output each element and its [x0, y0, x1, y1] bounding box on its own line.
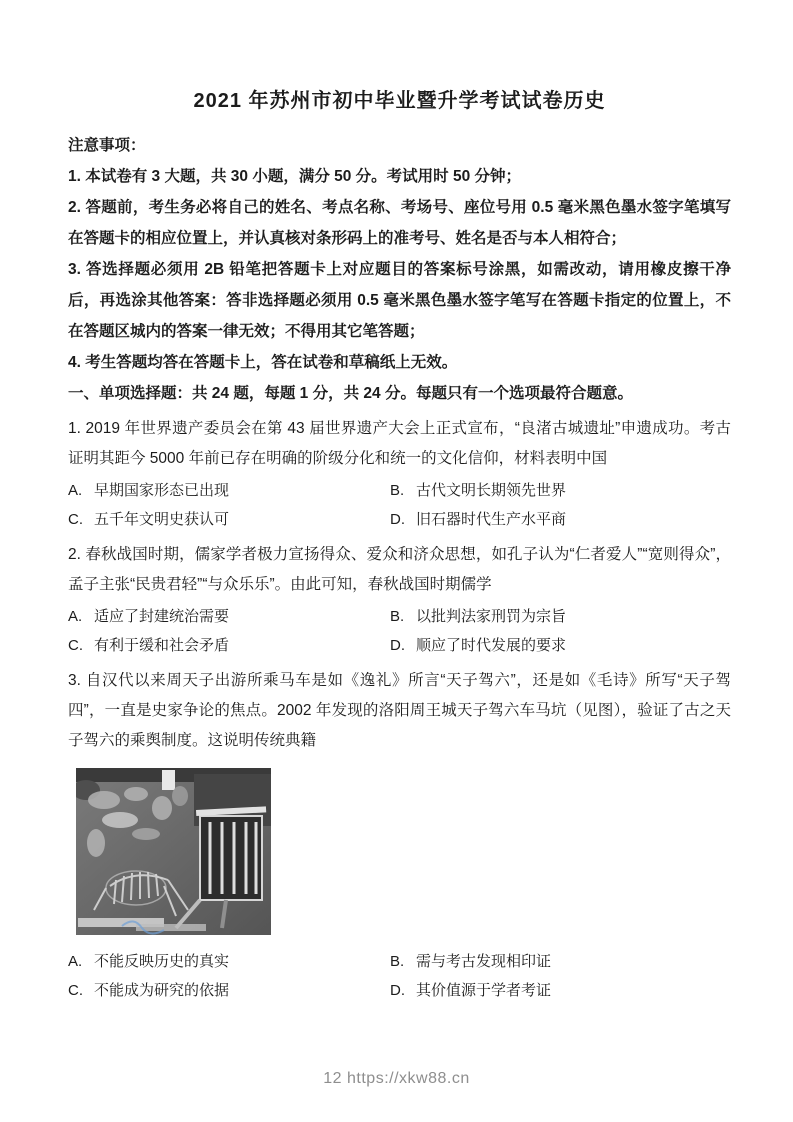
- option-text: 其价值源于学者考证: [416, 982, 552, 999]
- notice-item-3: 3. 答选择题必须用 2B 铅笔把答题卡上对应题目的答案标号涂黑，如需改动，请用橡皮擦干净后，再选涂其他答案：答非选择题必须用 0.5 毫米黑色墨水签字笔写在答题卡指定的位置上，不在答题区城内的答案一律无效；不得用其它笔答题；: [68, 261, 731, 340]
- excavation-photo-figure: [76, 768, 271, 935]
- question-2: [68, 540, 731, 660]
- question-2-option-c: C. 有利于缓和社会矛盾: [68, 637, 230, 654]
- question-2-option-d: D. 顺应了时代发展的要求: [390, 637, 567, 654]
- question-2-option-a: A. 适应了封建统治需要: [68, 608, 230, 625]
- excavation-photo: [76, 768, 271, 935]
- option-text: 五千年文明史获认可: [94, 511, 230, 528]
- page-footer: 12 https://xkw88.cn: [323, 1070, 470, 1087]
- option-text: 有利于缓和社会矛盾: [94, 637, 230, 654]
- question-3-option-a: A. 不能反映历史的真实: [68, 953, 230, 970]
- option-text: 早期国家形态已出现: [94, 482, 230, 499]
- question-3-option-d: D. 其价值源于学者考证: [390, 982, 552, 999]
- option-text: 古代文明长期领先世界: [416, 482, 567, 499]
- option-text: 旧石器时代生产水平商: [416, 511, 567, 528]
- question-1: [68, 414, 731, 534]
- question-1-options: [68, 476, 731, 534]
- question-1-stem: 1. 2019 年世界遗产委员会在第 43 届世界遗产大会上正式宣布，“良渚古城遗址”申遗成功。考古证明其距今 5000 年前已存在明确的阶级分化和统一的文化信仰，材料表明中国: [68, 420, 731, 467]
- question-3-option-c: C. 不能成为研究的依据: [68, 982, 230, 999]
- question-3: [68, 666, 731, 1005]
- notice-section: [68, 130, 731, 378]
- option-text: 不能成为研究的依据: [94, 982, 230, 999]
- section-heading: 一、单项选择题：共 24 题，每题 1 分，共 24 分。每题只有一个选项最符合题意。: [68, 385, 633, 402]
- question-3-option-b: B. 需与考古发现相印证: [390, 953, 552, 970]
- question-2-options: [68, 602, 731, 660]
- page-title: 2021 年苏州市初中毕业暨升学考试试卷历史: [193, 90, 606, 112]
- notice-item-2: 2. 答题前，考生务必将自己的姓名、考点名称、考场号、座位号用 0.5 毫米黑色墨水签字笔填写在答题卡的相应位置上，并认真核对条形码上的准考号、姓名是否与本人相符合；: [68, 199, 731, 247]
- question-1-option-c: C. 五千年文明史获认可: [68, 511, 230, 528]
- notice-item-4: 4. 考生答题均答在答题卡上，答在试卷和草稿纸上无效。: [68, 354, 458, 371]
- notice-item-1: 1. 本试卷有 3 大题，共 30 小题，满分 50 分。考试用时 50 分钟；: [68, 168, 522, 185]
- option-text: 顺应了时代发展的要求: [416, 637, 567, 654]
- question-3-stem: 3. 自汉代以来周天子出游所乘马车是如《逸礼》所言“天子驾六”，还是如《毛诗》所写“天子驾四”，一直是史家争论的焦点。2002 年发现的洛阳周王城天子驾六车马坑（见图），验证了古之天子驾六的乘舆制度。这说明传统典籍: [68, 672, 731, 749]
- option-text: 不能反映历史的真实: [94, 953, 230, 970]
- option-text: 以批判法家刑罚为宗旨: [416, 608, 567, 625]
- question-1-option-d: D. 旧石器时代生产水平商: [390, 511, 567, 528]
- notice-heading: 注意事项：: [68, 137, 146, 154]
- question-2-stem: 2. 春秋战国时期，儒家学者极力宣扬得众、爱众和济众思想，如孔子认为“仁者爱人”“宽则得众”，孟子主张“民贵君轻”“与众乐乐”。由此可知，春秋战国时期儒学: [68, 546, 731, 593]
- question-2-option-b: B. 以批判法家刑罚为宗旨: [390, 608, 567, 625]
- question-1-option-b: B. 古代文明长期领先世界: [390, 482, 567, 499]
- option-text: 需与考古发现相印证: [416, 953, 552, 970]
- question-3-options: [68, 947, 731, 1005]
- question-1-option-a: A. 早期国家形态已出现: [68, 482, 230, 499]
- option-text: 适应了封建统治需要: [94, 608, 230, 625]
